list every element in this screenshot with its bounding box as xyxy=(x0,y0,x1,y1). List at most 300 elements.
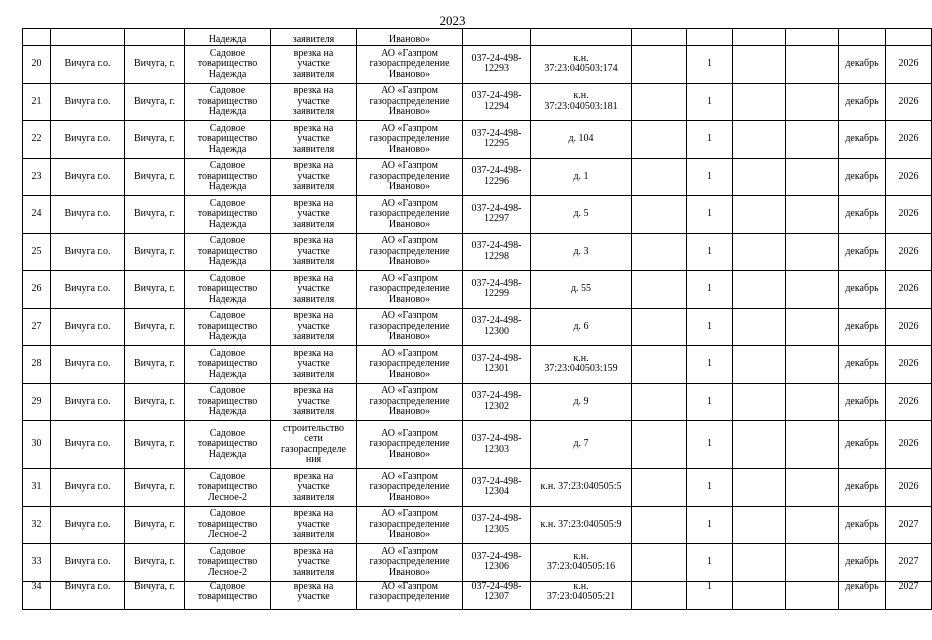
cell-partnership-line: Надежда xyxy=(208,448,247,460)
cell-partnership-line: товарищество xyxy=(197,133,258,144)
cell-district: Вичуга г.о. xyxy=(51,308,125,346)
cell-year: 2027 xyxy=(886,581,932,609)
cell-locality xyxy=(125,29,185,46)
cell-object-line: д. 55 xyxy=(570,283,592,294)
cell-work xyxy=(271,346,357,384)
cell-owner-line: газораспределение xyxy=(369,283,450,294)
cell-work-line: врезка на xyxy=(293,545,334,557)
cell-empty xyxy=(733,46,786,84)
table-row xyxy=(23,29,932,46)
cell-partnership-line: Садовое xyxy=(209,122,246,134)
cell-owner-line: Иваново» xyxy=(388,256,431,267)
cell-object xyxy=(531,346,632,384)
cell-object xyxy=(531,158,632,196)
cell-partnership-line: Надежда xyxy=(208,218,247,230)
cell-object xyxy=(531,196,632,234)
cell-partnership xyxy=(185,581,271,609)
cell-work-line: заявителя xyxy=(292,106,335,117)
cell-code-line: 12295 xyxy=(484,138,509,150)
cell-partnership xyxy=(185,233,271,271)
cell-empty xyxy=(733,421,786,469)
cell-empty xyxy=(786,308,839,346)
cell-object xyxy=(531,421,632,469)
cell-object-line: 37:23:040503:159 xyxy=(544,363,618,375)
cell-empty xyxy=(886,29,932,46)
cell-month: декабрь xyxy=(839,544,886,582)
cell-code-line: 12298 xyxy=(484,250,509,262)
table-row xyxy=(23,506,932,544)
table-row xyxy=(23,271,932,309)
cell-district: Вичуга г.о. xyxy=(51,544,125,582)
table-row xyxy=(23,83,932,121)
cell-work xyxy=(271,83,357,121)
cell-qty: 1 xyxy=(687,196,733,234)
cell-code xyxy=(463,233,531,271)
cell-num: 20 xyxy=(23,46,51,84)
cell-owner xyxy=(357,308,463,346)
cell-locality: Вичуга, г. xyxy=(125,196,185,234)
cell-empty xyxy=(463,29,531,46)
cell-owner-line: Иваново» xyxy=(388,491,431,503)
cell-object-line: д. 9 xyxy=(573,395,589,407)
cell-partnership xyxy=(185,421,271,469)
cell-district: Вичуга г.о. xyxy=(51,233,125,271)
cell-code-line: 037-24-498- xyxy=(471,165,522,177)
cell-object-line: к.н. xyxy=(573,52,589,64)
cell-num: 30 xyxy=(23,421,51,469)
cell-code-line: 037-24-498- xyxy=(471,315,522,327)
cell-num: 32 xyxy=(23,506,51,544)
cell-code xyxy=(463,469,531,507)
cell-partnership-line: товарищество xyxy=(197,208,258,219)
cell-work-line: участке xyxy=(297,245,330,257)
cell-owner-line: АО «Газпром xyxy=(381,347,438,359)
cell-work-line: врезка на xyxy=(293,47,334,59)
cell-partnership-line: товарищество xyxy=(197,556,258,567)
cell-object xyxy=(531,544,632,582)
cell-owner xyxy=(357,196,463,234)
cell-object-line: 37:23:040503:174 xyxy=(544,63,618,75)
cell-partnership-line: товарищество xyxy=(197,358,258,369)
table-row xyxy=(23,308,932,346)
cell-partnership-line: Садовое xyxy=(209,85,246,96)
cell-empty xyxy=(632,469,687,507)
cell-empty xyxy=(632,46,687,84)
cell-work-line: заявителя xyxy=(292,143,335,155)
cell-qty: 1 xyxy=(687,308,733,346)
cell-work-line: заявителя xyxy=(292,256,335,267)
cell-work xyxy=(271,469,357,507)
cell-empty xyxy=(632,581,687,609)
cell-work xyxy=(271,158,357,196)
cell-code-line: 037-24-498- xyxy=(471,433,522,444)
cell-partnership xyxy=(185,196,271,234)
cell-work xyxy=(271,121,357,159)
cell-year: 2026 xyxy=(886,233,932,271)
cell-owner xyxy=(357,121,463,159)
cell-code-line: 12306 xyxy=(484,561,509,573)
cell-code-line: 037-24-498- xyxy=(471,580,522,592)
cell-code xyxy=(463,158,531,196)
cell-partnership xyxy=(185,469,271,507)
cell-owner-line: АО «Газпром xyxy=(381,580,438,592)
cell-month: декабрь xyxy=(839,506,886,544)
cell-empty xyxy=(786,581,839,609)
cell-owner-line: газораспределение xyxy=(369,438,450,450)
cell-owner-line: газораспределение xyxy=(369,133,450,144)
cell-partnership-line: Садовое xyxy=(209,272,246,284)
cell-locality: Вичуга, г. xyxy=(125,581,185,609)
cell-work-line: врезка на xyxy=(293,470,334,482)
cell-partnership-line: товарищество xyxy=(197,395,258,407)
cell-owner-line: АО «Газпром xyxy=(381,508,438,519)
cell-num: 28 xyxy=(23,346,51,384)
cell-empty xyxy=(786,383,839,421)
cell-work-line: участке xyxy=(297,133,330,144)
cell-qty: 1 xyxy=(687,421,733,469)
cell-empty xyxy=(632,83,687,121)
cell-code-line: 12304 xyxy=(484,486,509,498)
cell-month: декабрь xyxy=(839,581,886,609)
cell-code-line: 037-24-498- xyxy=(471,475,522,487)
cell-partnership xyxy=(185,83,271,121)
table-row xyxy=(23,469,932,507)
cell-year: 2026 xyxy=(886,469,932,507)
cell-locality: Вичуга, г. xyxy=(125,506,185,544)
cell-partnership-line: товарищество xyxy=(197,320,258,332)
cell-code xyxy=(463,308,531,346)
cell-empty xyxy=(733,196,786,234)
cell-partnership-line: товарищество xyxy=(197,591,258,602)
cell-empty xyxy=(786,271,839,309)
cell-work-line: заявителя xyxy=(292,331,335,342)
cell-empty xyxy=(632,121,687,159)
cell-locality: Вичуга, г. xyxy=(125,46,185,84)
cell-year: 2026 xyxy=(886,308,932,346)
cell-owner-line: Иваново» xyxy=(388,68,431,80)
cell-year: 2026 xyxy=(886,83,932,121)
cell-code-line: 12300 xyxy=(484,325,509,337)
cell-empty xyxy=(632,158,687,196)
cell-object-line: к.н. 37:23:040505:5 xyxy=(540,481,622,492)
cell-owner-line: Иваново» xyxy=(388,218,431,230)
cell-empty xyxy=(786,121,839,159)
cell-object-line: к.н. 37:23:040505:9 xyxy=(540,518,622,530)
cell-month: декабрь xyxy=(839,233,886,271)
cell-owner-line: газораспределение xyxy=(369,58,450,69)
cell-owner-line: Иваново» xyxy=(388,368,431,380)
cell-num: 27 xyxy=(23,308,51,346)
table-row xyxy=(23,581,932,609)
cell-district: Вичуга г.о. xyxy=(51,383,125,421)
cell-owner-line: Иваново» xyxy=(388,181,431,192)
cell-partnership-line: Садовое xyxy=(209,47,246,59)
cell-code xyxy=(463,581,531,609)
cell-owner xyxy=(357,233,463,271)
cell-object xyxy=(531,469,632,507)
cell-code-line: 037-24-498- xyxy=(471,202,522,214)
cell-object-line: к.н. xyxy=(573,90,589,102)
table-row xyxy=(23,346,932,384)
cell-work-line: участке xyxy=(297,518,330,530)
cell-empty xyxy=(733,308,786,346)
cell-year: 2026 xyxy=(886,346,932,384)
cell-locality: Вичуга, г. xyxy=(125,271,185,309)
cell-empty xyxy=(786,421,839,469)
cell-object-line: 37:23:040503:181 xyxy=(544,100,618,112)
cell-month: декабрь xyxy=(839,346,886,384)
cell-work-line: участке xyxy=(297,481,330,492)
cell-locality: Вичуга, г. xyxy=(125,233,185,271)
cell-empty xyxy=(632,308,687,346)
cell-owner-line: АО «Газпром xyxy=(381,122,438,134)
cell-month: декабрь xyxy=(839,46,886,84)
cell-locality: Вичуга, г. xyxy=(125,83,185,121)
cell-num: 21 xyxy=(23,83,51,121)
cell-code-line: 12302 xyxy=(484,400,509,412)
cell-qty: 1 xyxy=(687,121,733,159)
cell-partnership xyxy=(185,121,271,159)
cell-code-line: 037-24-498- xyxy=(471,90,522,102)
cell-code-line: 037-24-498- xyxy=(471,390,522,402)
cell-work-line: газораспределе xyxy=(281,443,346,455)
cell-empty xyxy=(632,29,687,46)
table-row xyxy=(23,383,932,421)
cell-empty xyxy=(733,544,786,582)
cell-owner-line: газораспределение xyxy=(369,358,450,369)
cell-month: декабрь xyxy=(839,383,886,421)
cell-owner-line: АО «Газпром xyxy=(381,427,438,439)
cell-month: декабрь xyxy=(839,158,886,196)
cell-partnership xyxy=(185,271,271,309)
cell-work xyxy=(271,383,357,421)
cell-empty xyxy=(786,196,839,234)
cell-qty: 1 xyxy=(687,83,733,121)
cell-work-line: строительство xyxy=(282,422,345,434)
cell-work-line: участке xyxy=(297,591,330,602)
cell-month: декабрь xyxy=(839,83,886,121)
cell-empty xyxy=(786,346,839,384)
cell-code-line: 037-24-498- xyxy=(471,550,522,562)
cell-district: Вичуга г.о. xyxy=(51,469,125,507)
cell-owner-line: АО «Газпром xyxy=(381,470,438,482)
cell-district: Вичуга г.о. xyxy=(51,83,125,121)
cell-num: 34 xyxy=(23,581,51,609)
cell-work-line: заявителя xyxy=(292,368,335,380)
table-row xyxy=(23,421,932,469)
cell-owner-line: АО «Газпром xyxy=(381,47,438,59)
cell-object-line: д. 6 xyxy=(573,320,589,332)
cell-work xyxy=(271,581,357,609)
cell-empty xyxy=(733,506,786,544)
cell-partnership xyxy=(185,506,271,544)
cell-qty: 1 xyxy=(687,469,733,507)
cell-empty xyxy=(733,121,786,159)
cell-code-line: 12296 xyxy=(484,175,509,187)
cell-code-line: 12305 xyxy=(484,523,509,535)
cell-partnership-line: Надежда xyxy=(208,68,247,80)
cell-month: декабрь xyxy=(839,271,886,309)
cell-object xyxy=(531,83,632,121)
cell-work-line: участке xyxy=(297,556,330,567)
cell-code-line: 037-24-498- xyxy=(471,127,522,139)
cell-code xyxy=(463,46,531,84)
cell-work-line: сети xyxy=(304,433,323,444)
cell-work-line: заявителя xyxy=(292,406,335,417)
cell-object-line: д. 104 xyxy=(568,133,594,144)
cell-work xyxy=(271,233,357,271)
cell-code xyxy=(463,346,531,384)
cell-work xyxy=(271,271,357,309)
table-row xyxy=(23,196,932,234)
cell-code xyxy=(463,421,531,469)
cell-object xyxy=(531,121,632,159)
cell-partnership-line: Садовое xyxy=(209,580,246,592)
cell-owner-line: АО «Газпром xyxy=(381,197,438,209)
cell-owner xyxy=(357,83,463,121)
cell-owner-line: АО «Газпром xyxy=(381,235,438,246)
cell-owner xyxy=(357,271,463,309)
cell-locality: Вичуга, г. xyxy=(125,421,185,469)
cell-code-line: 12293 xyxy=(484,63,509,75)
cell-work xyxy=(271,544,357,582)
cell-qty: 1 xyxy=(687,271,733,309)
cell-work-line: врезка на xyxy=(293,122,334,134)
cell-empty xyxy=(786,233,839,271)
cell-object-line: 37:23:040505:21 xyxy=(546,591,616,602)
cell-locality: Вичуга, г. xyxy=(125,383,185,421)
cell-work-line: врезка на xyxy=(293,197,334,209)
cell-partnership-line: Садовое xyxy=(209,235,246,246)
cell-partnership-line: Садовое xyxy=(209,160,246,171)
cell-partnership xyxy=(185,29,271,46)
cell-partnership-line: Садовое xyxy=(209,347,246,359)
cell-partnership-line: товарищество xyxy=(197,518,258,530)
cell-district: Вичуга г.о. xyxy=(51,158,125,196)
cell-partnership-line: товарищество xyxy=(197,245,258,257)
cell-empty xyxy=(632,271,687,309)
cell-code xyxy=(463,196,531,234)
cell-owner xyxy=(357,421,463,469)
cell-owner xyxy=(357,469,463,507)
cell-empty xyxy=(839,29,886,46)
cell-work-line: участке xyxy=(297,95,330,107)
cell-district: Вичуга г.о. xyxy=(51,46,125,84)
cell-work-line: участке xyxy=(297,320,330,332)
cell-empty xyxy=(733,29,786,46)
cell-qty: 1 xyxy=(687,544,733,582)
cell-year: 2026 xyxy=(886,121,932,159)
register-table-body xyxy=(23,29,932,610)
cell-num: 29 xyxy=(23,383,51,421)
cell-year: 2026 xyxy=(886,196,932,234)
cell-district: Вичуга г.о. xyxy=(51,421,125,469)
cell-district xyxy=(51,29,125,46)
cell-owner-line: АО «Газпром xyxy=(381,310,438,321)
cell-qty: 1 xyxy=(687,506,733,544)
cell-partnership xyxy=(185,544,271,582)
cell-month: декабрь xyxy=(839,469,886,507)
cell-num: 31 xyxy=(23,469,51,507)
cell-empty xyxy=(733,158,786,196)
cell-month: декабрь xyxy=(839,196,886,234)
cell-partnership-line: товарищество xyxy=(197,170,258,182)
cell-owner-line: газораспределение xyxy=(369,170,450,182)
cell-owner-line: Иваново» xyxy=(388,331,431,342)
cell-owner-line: АО «Газпром xyxy=(381,272,438,284)
cell-locality: Вичуга, г. xyxy=(125,308,185,346)
cell-district: Вичуга г.о. xyxy=(51,346,125,384)
cell-code-line: 12294 xyxy=(484,100,509,112)
cell-num xyxy=(23,29,51,46)
cell-empty xyxy=(786,506,839,544)
cell-partnership-line: Надежда xyxy=(208,331,247,342)
cell-work-line: заявителя xyxy=(292,529,335,540)
cell-work-line: заявителя xyxy=(292,181,335,192)
table-row xyxy=(23,233,932,271)
table-row xyxy=(23,121,932,159)
cell-code xyxy=(463,271,531,309)
cell-code-line: 037-24-498- xyxy=(471,513,522,525)
cell-year: 2026 xyxy=(886,46,932,84)
cell-partnership-line: товарищество xyxy=(197,95,258,107)
cell-year: 2027 xyxy=(886,544,932,582)
cell-work xyxy=(271,29,357,46)
cell-owner xyxy=(357,158,463,196)
cell-work-line: ния xyxy=(305,454,322,465)
cell-work xyxy=(271,196,357,234)
cell-empty xyxy=(786,46,839,84)
cell-partnership-line: товарищество xyxy=(197,481,258,492)
cell-code-line: 037-24-498- xyxy=(471,240,522,252)
cell-year: 2026 xyxy=(886,158,932,196)
cell-partnership-line: Лесное-2 xyxy=(207,529,248,540)
cell-object xyxy=(531,46,632,84)
cell-partnership-line: товарищество xyxy=(197,438,258,450)
cell-qty: 1 xyxy=(687,46,733,84)
cell-empty xyxy=(687,29,733,46)
cell-owner-line: Иваново» xyxy=(388,529,431,540)
cell-qty: 1 xyxy=(687,233,733,271)
cell-work-line: врезка на xyxy=(293,347,334,359)
cell-partnership-line: Садовое xyxy=(209,310,246,321)
cell-year: 2026 xyxy=(886,383,932,421)
cell-empty xyxy=(733,233,786,271)
cell-empty xyxy=(632,233,687,271)
cell-work xyxy=(271,506,357,544)
cell-district: Вичуга г.о. xyxy=(51,121,125,159)
cell-empty xyxy=(733,346,786,384)
cell-work-line: врезка на xyxy=(293,272,334,284)
cell-partnership-line: товарищество xyxy=(197,58,258,69)
cell-work-line: заявителя xyxy=(292,491,335,503)
cell-qty: 1 xyxy=(687,581,733,609)
cell-work-line: заявителя xyxy=(292,33,335,45)
cell-code-line: 12299 xyxy=(484,288,509,300)
cell-owner-line: газораспределение xyxy=(369,208,450,219)
cell-work-line: врезка на xyxy=(293,580,334,592)
cell-num: 23 xyxy=(23,158,51,196)
cell-code-line: 12307 xyxy=(484,591,509,602)
cell-owner xyxy=(357,346,463,384)
cell-owner xyxy=(357,46,463,84)
cell-object-line: к.н. xyxy=(573,352,589,364)
cell-work-line: врезка на xyxy=(293,310,334,321)
cell-partnership xyxy=(185,383,271,421)
cell-owner xyxy=(357,29,463,46)
cell-work-line: врезка на xyxy=(293,85,334,96)
cell-num: 24 xyxy=(23,196,51,234)
